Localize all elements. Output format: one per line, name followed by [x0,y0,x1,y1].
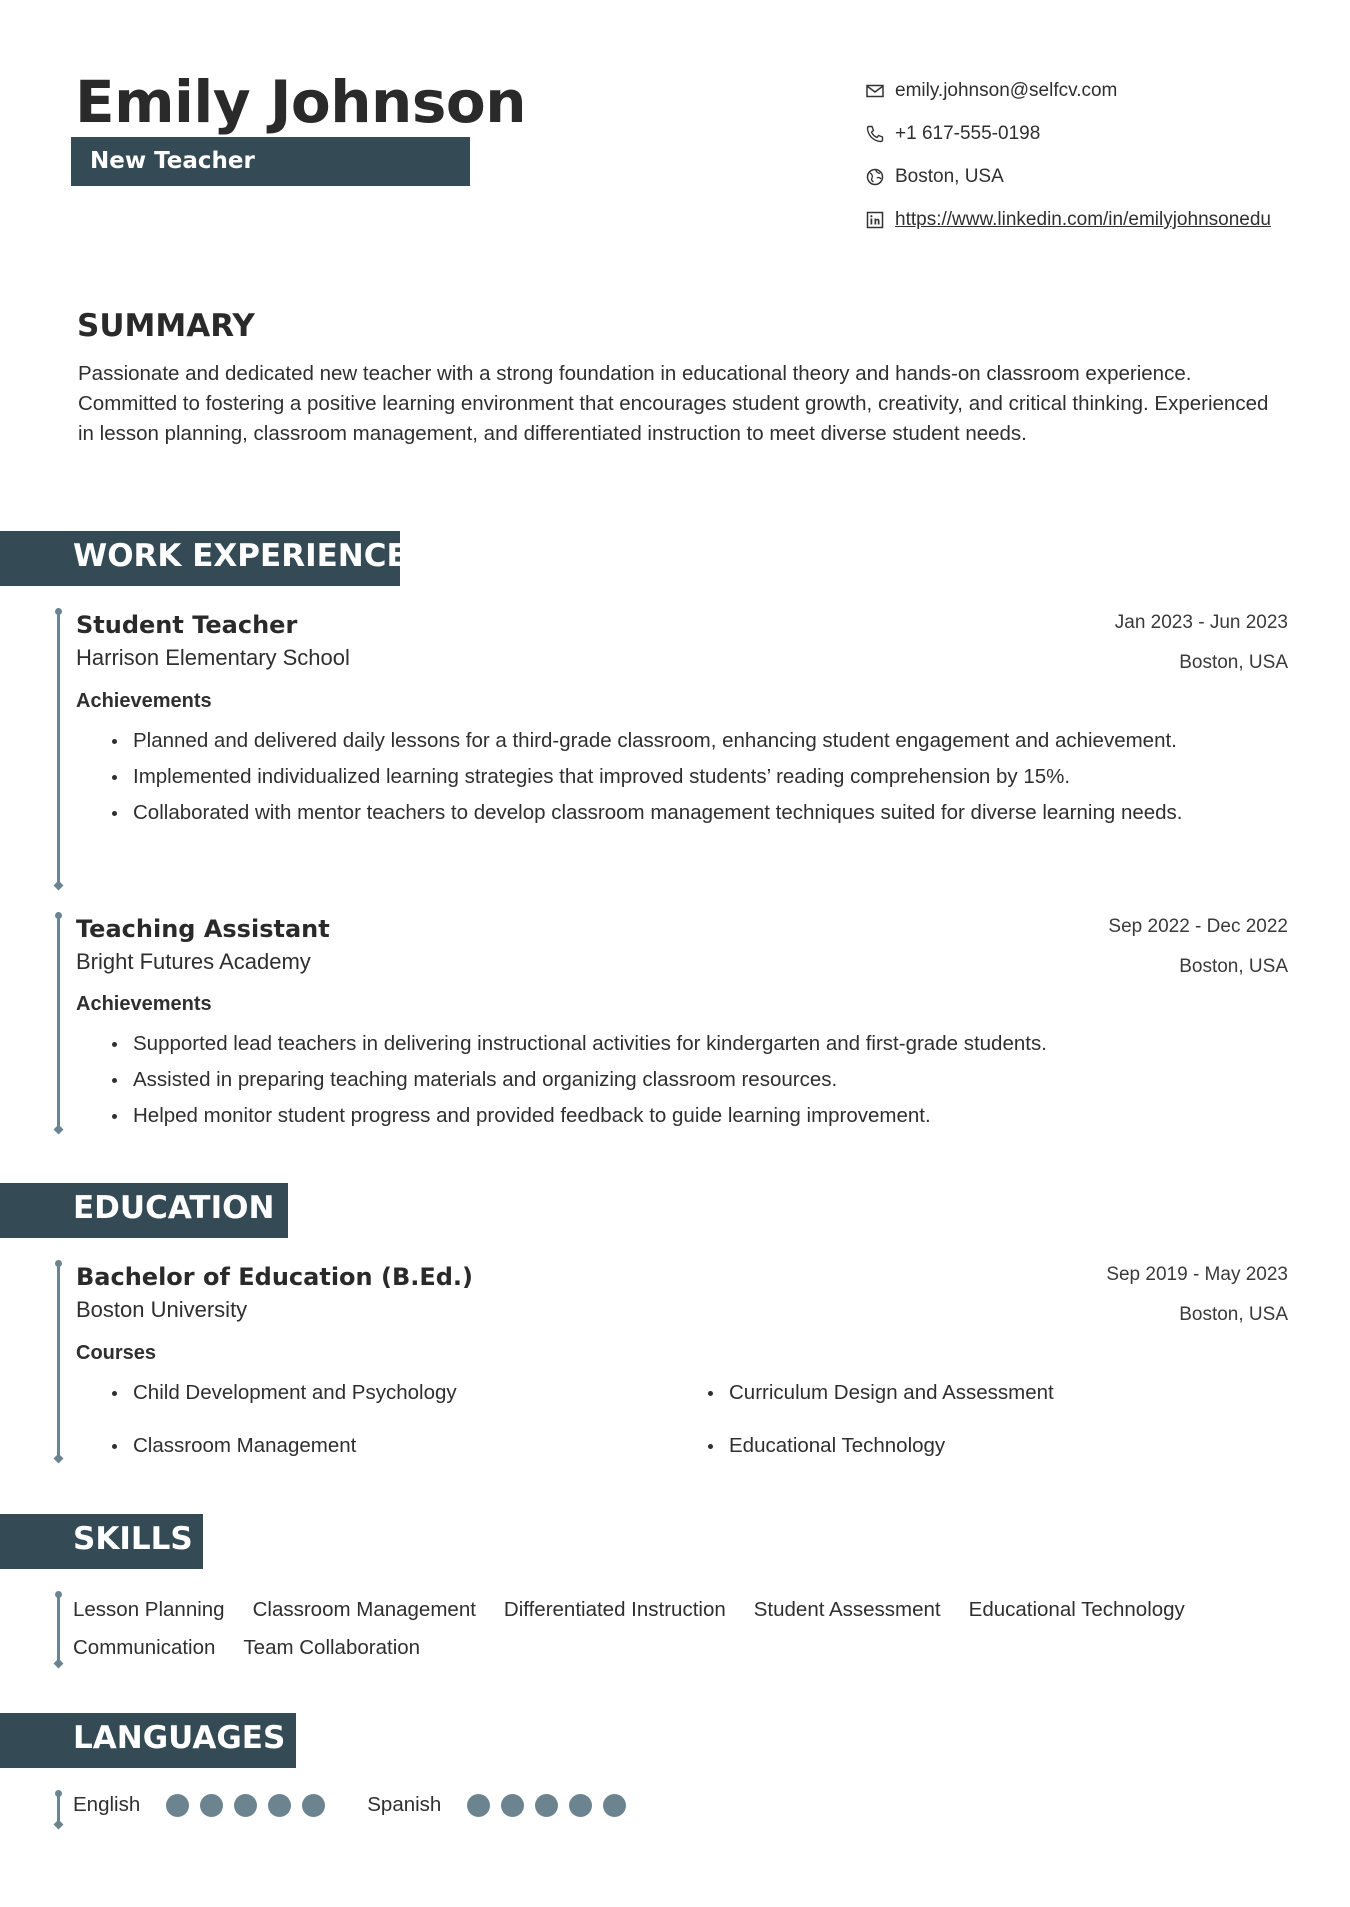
proficiency-dot [166,1794,189,1817]
proficiency-dot [569,1794,592,1817]
languages-heading: LANGUAGES [73,1720,286,1756]
proficiency-dot [603,1794,626,1817]
institution-location: Boston, USA [1179,1304,1288,1325]
email-text: emily.johnson@selfcv.com [895,80,1118,101]
job-title: Student Teacher [76,611,298,639]
timeline-marker [57,612,60,885]
skill-list [73,1597,1223,1661]
proficiency-dot [200,1794,223,1817]
skill-item: Student Assessment [753,1598,941,1621]
achievement-list [112,726,1262,834]
courses-heading: Courses [76,1342,157,1364]
phone-text: +1 617-555-0198 [895,123,1041,144]
phone-icon [865,124,885,144]
proficiency-dot [535,1794,558,1817]
skill-item: Educational Technology [968,1598,1185,1621]
timeline-marker [57,1264,60,1458]
proficiency-dot [467,1794,490,1817]
skills-heading: SKILLS [73,1521,193,1557]
contact-phone[interactable] [865,121,1295,147]
achievement-list [112,1029,1262,1137]
skill-item: Differentiated Instruction [503,1598,726,1621]
list-item: Curriculum Design and Assessment [708,1378,1268,1408]
course-list [112,1378,1262,1461]
timeline-marker [57,1794,60,1824]
list-item: Educational Technology [708,1431,1268,1461]
skill-item: Communication [73,1636,216,1659]
proficiency-dot [234,1794,257,1817]
skill-item: Classroom Management [252,1598,476,1621]
proficiency-dot [302,1794,325,1817]
skill-item: Lesson Planning [73,1598,225,1621]
job-employer: Bright Futures Academy [76,949,311,974]
language-name: Spanish [367,1793,442,1816]
achievements-heading: Achievements [76,690,212,712]
job-dates: Jan 2023 - Jun 2023 [1114,612,1288,633]
contact-email[interactable] [865,78,1295,104]
language-level-spanish [467,1794,626,1817]
proficiency-dot [268,1794,291,1817]
contact-location [865,164,1295,190]
globe-icon [865,167,885,187]
job-location: Boston, USA [1179,956,1288,977]
envelope-icon [865,81,885,101]
achievements-heading: Achievements [76,993,212,1015]
linkedin-link[interactable]: https://www.linkedin.com/in/emilyjohnsonedu [895,209,1271,230]
candidate-role: New Teacher [90,148,255,174]
timeline-marker [57,1595,60,1663]
list-item: Collaborated with mentor teachers to develop classroom management techniques suited for diverse learning needs. [112,798,1262,828]
job-employer: Harrison Elementary School [76,645,350,670]
contact-linkedin[interactable] [865,207,1295,235]
skill-item: Team Collaboration [243,1636,421,1659]
degree-title: Bachelor of Education (B.Ed.) [76,1263,474,1291]
timeline-marker [57,916,60,1129]
degree-dates: Sep 2019 - May 2023 [1106,1264,1288,1285]
job-location: Boston, USA [1179,652,1288,673]
list-item: Supported lead teachers in delivering instructional activities for kindergarten and first-grade students. [112,1029,1262,1059]
location-text: Boston, USA [895,166,1004,187]
education-heading: EDUCATION [73,1190,275,1226]
list-item: Planned and delivered daily lessons for a third-grade classroom, enhancing student engagement and achievement. [112,726,1262,756]
candidate-name: Emily Johnson [75,68,526,136]
linkedin-icon [865,210,885,230]
job-title: Teaching Assistant [76,915,330,943]
language-list [73,1793,668,1817]
list-item: Assisted in preparing teaching materials and organizing classroom resources. [112,1065,1262,1095]
job-dates: Sep 2022 - Dec 2022 [1108,916,1288,937]
proficiency-dot [501,1794,524,1817]
summary-text: Passionate and dedicated new teacher with a strong foundation in educational theory and hands-on classroom experience. Committed to fostering a positive learning environment that encourages student growth, creativity, and critical thinking. Experienced in lesson planning, classroom management, and differentiated instruction to meet diverse student needs. [78,362,1269,445]
list-item: Helped monitor student progress and provided feedback to guide learning improvement. [112,1101,1262,1131]
list-item: Classroom Management [112,1431,708,1461]
language-name: English [73,1793,141,1816]
language-level-english [166,1794,325,1817]
contact-list [865,78,1295,252]
summary-heading: SUMMARY [77,308,255,344]
work-heading: WORK EXPERIENCE [73,538,408,574]
institution: Boston University [76,1297,248,1322]
list-item: Child Development and Psychology [112,1378,708,1408]
list-item: Implemented individualized learning strategies that improved students’ reading comprehension by 15%. [112,762,1262,792]
